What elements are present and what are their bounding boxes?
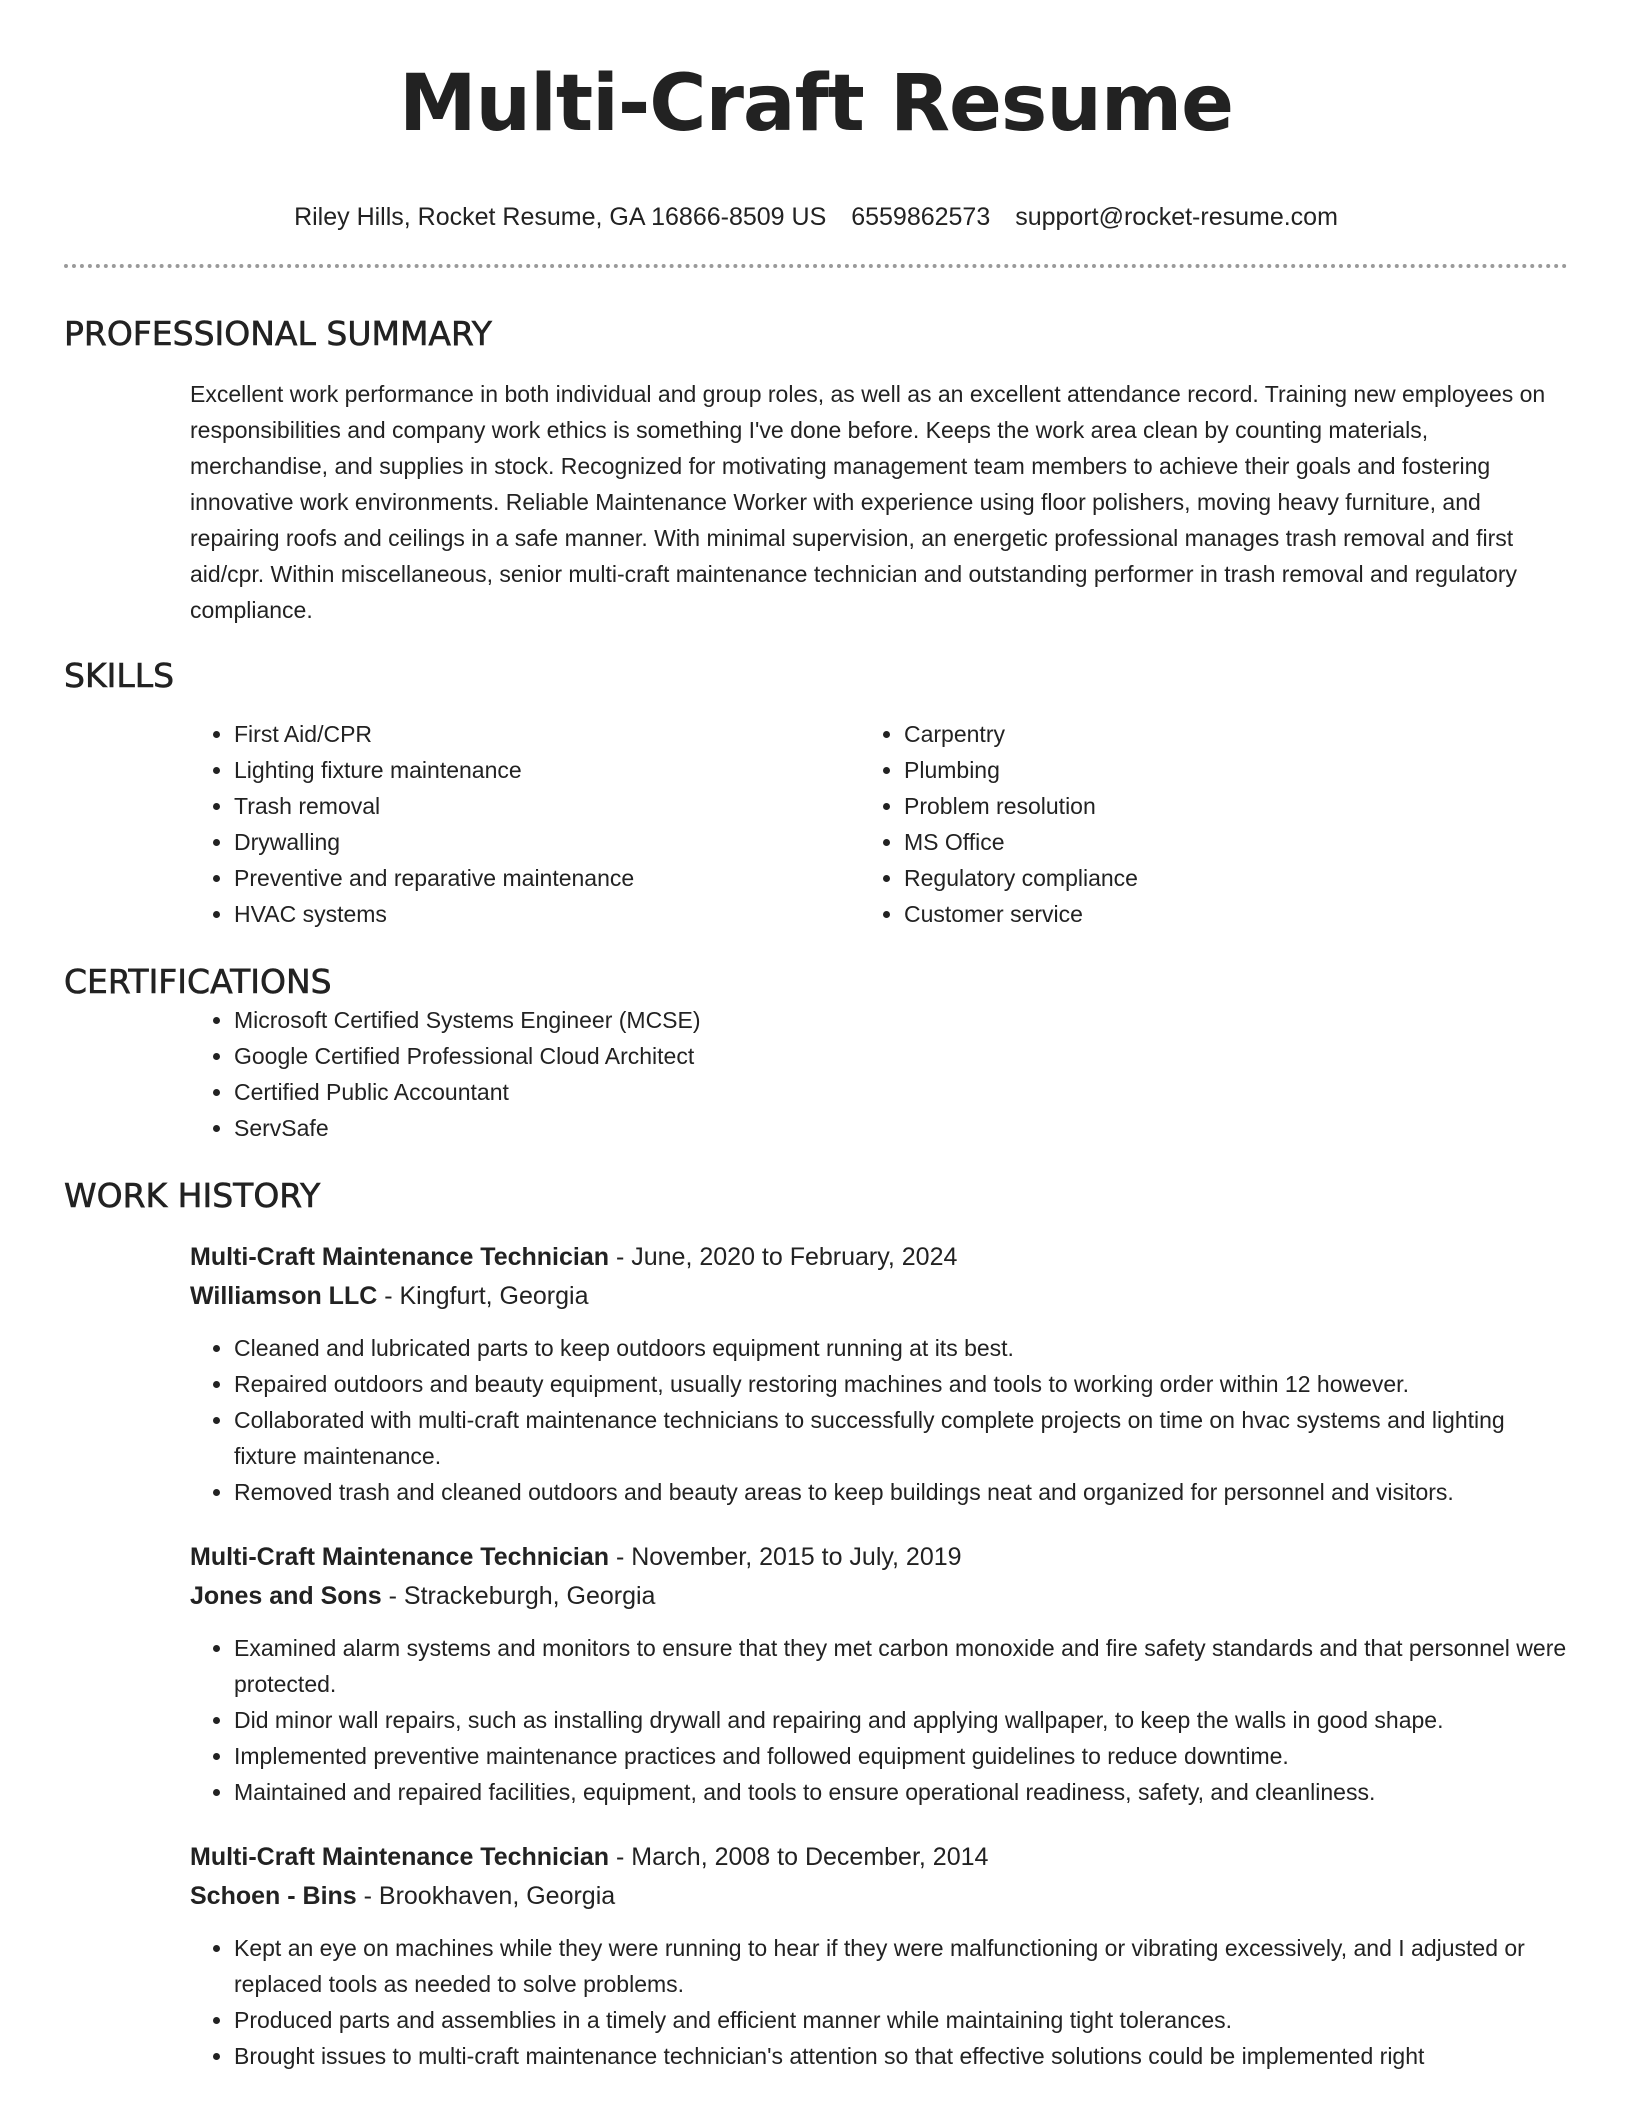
certification-item: • Google Certified Professional Cloud Architect (234, 1038, 1568, 1074)
skill-item: • Customer service (904, 896, 1414, 932)
skill-item: • Regulatory compliance (904, 860, 1414, 896)
skill-item: • First Aid/CPR (234, 716, 744, 752)
header-divider (64, 264, 1568, 268)
job-dates: - June, 2020 to February, 2024 (609, 1243, 958, 1271)
job-dates: - March, 2008 to December, 2014 (609, 1843, 989, 1871)
skill-item: • Lighting fixture maintenance (234, 752, 744, 788)
job-company-line (190, 1277, 1568, 1316)
job-duty: • Removed trash and cleaned outdoors and beauty areas to keep buildings neat and organized for personnel and visitors. (234, 1474, 1568, 1510)
job-duty: • Implemented preventive maintenance practices and followed equipment guidelines to reduce downtime. (234, 1738, 1568, 1774)
job-duty: • Did minor wall repairs, such as installing drywall and repairing and applying wallpaper, to keep the walls in good shape. (234, 1702, 1568, 1738)
skills-column-1 (234, 716, 744, 932)
skill-item: • Trash removal (234, 788, 744, 824)
job-duty: • Collaborated with multi-craft maintenance technicians to successfully complete projects on time on hvac systems and lighting fixture maintenance. (234, 1402, 1568, 1474)
certification-item: • ServSafe (234, 1110, 1568, 1146)
job-location: - Kingfurt, Georgia (377, 1282, 589, 1310)
summary-text: Excellent work performance in both individual and group roles, as well as an excellent attendance record. Training new employees on responsibilities and company work ethics is something I've done before. Keeps the work area clean by counting materials, merchandise, and supplies in stock. Recognized for motivating management team members to achieve their goals and fostering innovative work environments. Reliable Maintenance Worker with experience using floor polishers, moving heavy furniture, and repairing roofs and ceilings in a safe manner. With minimal supervision, an energetic professional manages trash removal and first aid/cpr. Within miscellaneous, senior multi-craft maintenance technician and outstanding performer in trash removal and regulatory compliance. (190, 381, 1546, 623)
job-duties (190, 1630, 1568, 1810)
certifications-list (64, 1002, 1568, 1146)
job-company: Jones and Sons (190, 1582, 382, 1610)
job-duty: • Cleaned and lubricated parts to keep outdoors equipment running at its best. (234, 1330, 1568, 1366)
job-company: Schoen - Bins (190, 1882, 357, 1910)
certification-item: • Microsoft Certified Systems Engineer (MCSE) (234, 1002, 1568, 1038)
contact-address: Riley Hills, Rocket Resume, GA 16866-8509 US (294, 203, 827, 231)
job-entry (190, 1838, 1568, 2074)
certifications-heading: CERTIFICATIONS (64, 962, 332, 1001)
job-duty: • Examined alarm systems and monitors to ensure that they met carbon monoxide and fire safety standards and that personnel were protected. (234, 1630, 1568, 1702)
resume-page (64, 0, 1568, 2074)
job-company-line (190, 1577, 1568, 1616)
resume-name: Multi-Craft Resume (398, 59, 1234, 149)
skill-item: • HVAC systems (234, 896, 744, 932)
job-role: Multi-Craft Maintenance Technician (190, 1843, 610, 1871)
job-duty: • Repaired outdoors and beauty equipment, usually restoring machines and tools to working order within 12 however. (234, 1366, 1568, 1402)
skill-item: • Carpentry (904, 716, 1414, 752)
summary-heading: PROFESSIONAL SUMMARY (64, 314, 492, 353)
job-duty: • Kept an eye on machines while they were running to hear if they were malfunctioning or vibrating excessively, and I adjusted or replaced tools as needed to solve problems. (234, 1930, 1568, 2002)
skills-heading: SKILLS (64, 656, 175, 695)
skill-item: • Preventive and reparative maintenance (234, 860, 744, 896)
skill-item: • Plumbing (904, 752, 1414, 788)
skill-item: • Problem resolution (904, 788, 1414, 824)
job-company: Williamson LLC (190, 1282, 378, 1310)
job-dates: - November, 2015 to July, 2019 (609, 1543, 962, 1571)
job-role: Multi-Craft Maintenance Technician (190, 1543, 610, 1571)
job-duty: • Produced parts and assemblies in a timely and efficient manner while maintaining tight tolerances. (234, 2002, 1568, 2038)
job-entry (190, 1538, 1568, 1810)
job-title-line (190, 1838, 1568, 1877)
job-title-line (190, 1238, 1568, 1277)
skills-list (64, 716, 1568, 932)
contact-phone: 6559862573 (851, 203, 991, 231)
job-duty: • Maintained and repaired facilities, equipment, and tools to ensure operational readiness, safety, and cleanliness. (234, 1774, 1568, 1810)
contact-email: support@rocket-resume.com (1015, 203, 1338, 231)
job-title-line (190, 1538, 1568, 1577)
job-role: Multi-Craft Maintenance Technician (190, 1243, 610, 1271)
work-history-heading: WORK HISTORY (64, 1176, 321, 1215)
skill-item: • Drywalling (234, 824, 744, 860)
skills-column-2 (904, 716, 1414, 932)
job-entry (190, 1238, 1568, 1510)
job-location: - Strackeburgh, Georgia (381, 1582, 656, 1610)
job-duties (190, 1330, 1568, 1510)
skill-item: • MS Office (904, 824, 1414, 860)
job-location: - Brookhaven, Georgia (356, 1882, 616, 1910)
job-duty: • Brought issues to multi-craft maintenance technician's attention so that effective solutions could be implemented right (234, 2038, 1568, 2074)
job-duties (190, 1930, 1568, 2074)
certification-item: • Certified Public Accountant (234, 1074, 1568, 1110)
job-company-line (190, 1877, 1568, 1916)
contact-info (64, 202, 1568, 232)
